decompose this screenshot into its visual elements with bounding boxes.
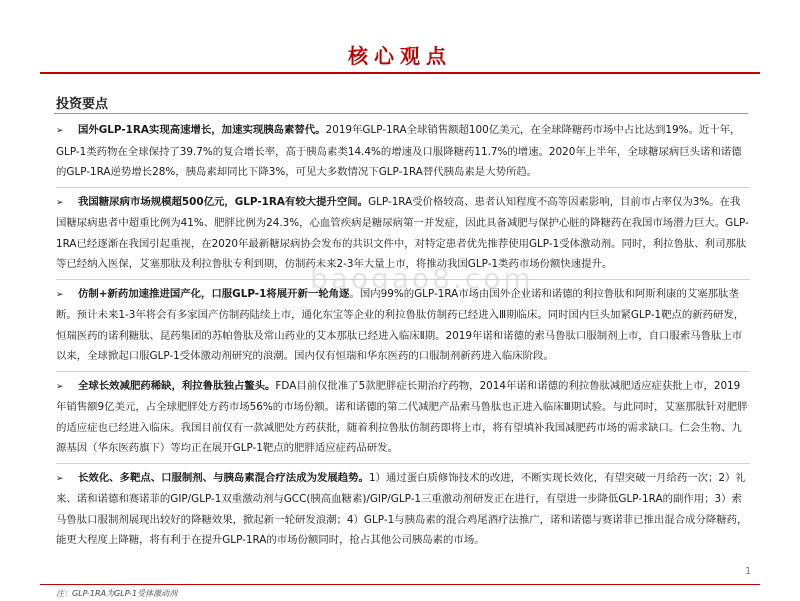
arrow-bullet-icon: ➢: [56, 197, 64, 208]
point-heading: 国外GLP-1RA实现高速增长，加速实现胰岛素替代。: [78, 124, 326, 136]
footnote: 注：GLP-1RA为GLP-1受体激动剂: [56, 589, 178, 598]
point-body: 1）通过蛋白质修饰技术的改进，不断实现长效化，有望突破一月给药一次；2）礼来、诺和诺德和赛诺菲的GIP/GLP-1双重激动剂与GCC(胰高血糖素)/GIP/GLP-1三重激动剂研发正在进行，有望进一步降低GLP-1RA的副作用；3）索马鲁肽口服制剂展现出较好的降糖效果，掀起新一轮研发浪潮；4）GLP-1与胰岛素的混合鸡尾酒疗法推广，诺和诺德与赛诺菲已推出混合成分降糖药，能更大程度上降糖，将有利于在提升GLP-1RA的市场份额同时，抢占其他公司胰岛素的市场。: [56, 471, 748, 546]
page-number: 1: [745, 566, 752, 577]
arrow-bullet-icon: ➢: [56, 381, 64, 392]
watermark: baogao8.com: [310, 262, 534, 295]
point-divider: [56, 187, 750, 188]
investment-points: [56, 120, 750, 555]
point-1: [56, 120, 750, 183]
point-body: GLP-1RA受价格较高、患者认知程度不高等因素影响，目前市占率仅为3%。在我国糖尿病患者中超重比例为41%、肥胖比例为24.3%，心血管疾病是糖尿病第一并发症，因此具备减肥与保护心脏的降糖药在我国市场潜力巨大。GLP-1RA已经逐渐在我国引起重视，在2020年最新糖尿病协会发布的共识文件中，对特定患者优先推荐使用GLP-1受体激动剂。同时，利拉鲁肽、利司那肽等已经纳入医保，艾塞那肽及利拉鲁肽专利到期，仿制药未来2-3年大量上市，将推动我国GLP-1类药市场份额快速提升。: [56, 195, 749, 270]
point-3: [56, 284, 750, 367]
point-body: 。国内99%的GLP-1RA市场由国外企业诺和诺德的利拉鲁肽和阿斯利康的艾塞那肽垄断。预计未来1-3年将会有多家国产仿制药陆续上市，通化东宝等企业的利拉鲁肽仿制药已经进入Ⅲ期临床。同时国内巨头加紧GLP-1靶点的新药研发，恒瑞医药的诺利糖肽、昆药集团的苏帕鲁肽及常山药业的艾本那肽已经进入临床Ⅱ期。2019年诺和诺德的索马鲁肽口服制剂上市，自口服索马鲁肽上市以来，全球掀起口服GLP-1受体激动剂研究的浪潮。国内仅有恒瑞和华东医药的口服制剂新药进入临床阶段。: [56, 287, 745, 362]
point-body: 2019年GLP-1RA全球销售额超100亿美元，在全球降糖药市场中占比达到19%。近十年，GLP-1类药物在全球保持了39.7%的复合增长率，高于胰岛素类14.4%的增速及口服降糖药11.7%的增速。2020年上半年，全球糖尿病巨头诺和诺德的GLP-1RA逆势增长28%，胰岛素却同比下降3%，可见大多数情况下GLP-1RA替代胰岛素是大势所趋。: [56, 124, 742, 178]
section-divider: [54, 113, 748, 114]
point-body: FDA目前仅批准了5款肥胖症长期治疗药物，2014年诺和诺德的利拉鲁肽减肥适应症获批上市，2019年销售额9亿美元，占全球肥胖处方药市场56%的市场份额。诺和诺德的第二代减肥产品索马鲁肽也正进入临床Ⅲ期试验。与此同时，艾塞那肽针对肥胖的适应症也已经进入临床。我国目前仅有一款减肥处方药获批，随着利拉鲁肽仿制药即将上市，将有望填补我国减肥药市场的需求缺口。仁会生物、九源基因（华东医药旗下）等均正在展开GLP-1靶点的肥胖适应症药品研发。: [56, 379, 748, 454]
point-heading: 仿制+新药加速推进国产化，口服GLP-1将展开新一轮角逐: [78, 287, 350, 300]
page-title: 核心观点: [348, 44, 452, 68]
point-divider: [56, 371, 750, 372]
point-heading: 全球长效减肥药稀缺，利拉鲁肽独占鳌头。: [78, 379, 276, 392]
arrow-bullet-icon: ➢: [56, 289, 64, 300]
arrow-bullet-icon: ➢: [56, 473, 64, 484]
point-5: [56, 468, 750, 551]
point-4: [56, 376, 750, 459]
point-divider: [56, 463, 750, 464]
arrow-bullet-icon: ➢: [56, 126, 64, 136]
section-title: 投资要点: [56, 97, 109, 112]
footer-divider: [40, 584, 760, 585]
title-divider: [40, 72, 760, 74]
point-heading: 长效化、多靶点、口服制剂、与胰岛素混合疗法成为发展趋势。: [78, 471, 369, 484]
point-heading: 我国糖尿病市场规模超500亿元，GLP-1RA有较大提升空间。: [78, 195, 369, 208]
